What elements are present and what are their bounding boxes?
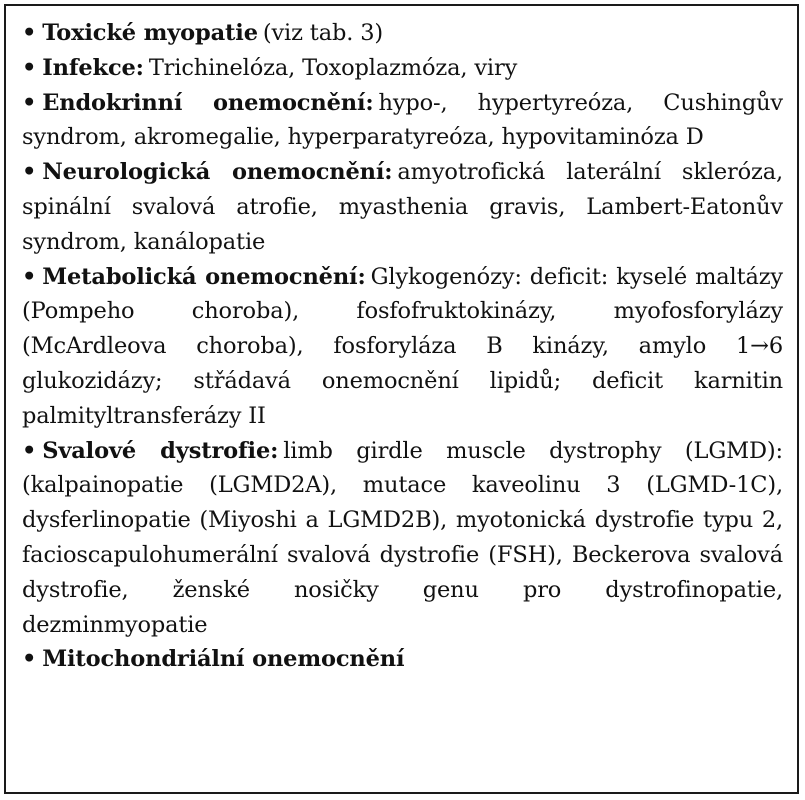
list-item-endocrine <box>22 86 783 156</box>
item-heading: Toxické myopatie <box>42 20 258 46</box>
bullet: • <box>22 20 37 46</box>
item-heading: Svalové dystrofie: <box>42 437 279 464</box>
list-item-infections <box>22 51 783 86</box>
item-heading: Mitochondriální onemocnění <box>42 646 405 673</box>
item-text: limb girdle muscle dystrophy (LGMD): (kalpainopatie (LGMD2A), mutace kaveolinu 3 (LGMD-1C), dysferlinopatie (Miyoshi a LGMD2B), myotonická dystrofie typu 2, facioscapulohumerální svalová dystrofie (FSH), Beckerova svalová dystrofie, ženské nosičky genu pro dystrofinopatie, dezminmyopatie <box>22 437 783 638</box>
item-heading: Metabolická onemocnění: <box>42 263 366 290</box>
item-text: Trichinelóza, Toxoplazmóza, viry <box>148 54 518 81</box>
item-text: Glykogenózy: deficit: kyselé maltázy (Pompeho choroba), fosfofruktokinázy, myofosforylázy (McArdleova choroba), fosforyláza B kinázy, amylo 1→6 glukozidázy; střádavá onemocnění lipidů; deficit karnitin palmityltransferázy II <box>22 263 783 429</box>
item-text: (viz tab. 3) <box>262 20 384 46</box>
item-heading: Endokrinní onemocnění: <box>42 89 374 116</box>
list-item-mitochondrial <box>22 642 783 677</box>
list-item-muscular-dystrophies <box>22 434 783 643</box>
item-text: hypo-, hypertyreóza, Cushingův syndrom, akromegalie, hyperparatyreóza, hypovitaminóza D <box>22 89 783 151</box>
list-item-metabolic <box>22 260 783 434</box>
list-item-neurological <box>22 155 783 259</box>
bullet: • <box>22 159 37 186</box>
list-item-toxic-myopathies <box>22 16 783 51</box>
bullet: • <box>22 54 37 81</box>
item-heading: Neurologická onemocnění: <box>42 159 393 186</box>
item-text: amyotrofická laterální skleróza, spinální svalová atrofie, myasthenia gravis, Lambert-Eatonův syndrom, kanálopatie <box>22 159 783 255</box>
bullet: • <box>22 89 37 116</box>
bullet: • <box>22 263 37 290</box>
bullet: • <box>22 646 37 673</box>
item-heading: Infekce: <box>42 54 144 81</box>
table-box <box>4 4 799 794</box>
bullet: • <box>22 437 37 464</box>
